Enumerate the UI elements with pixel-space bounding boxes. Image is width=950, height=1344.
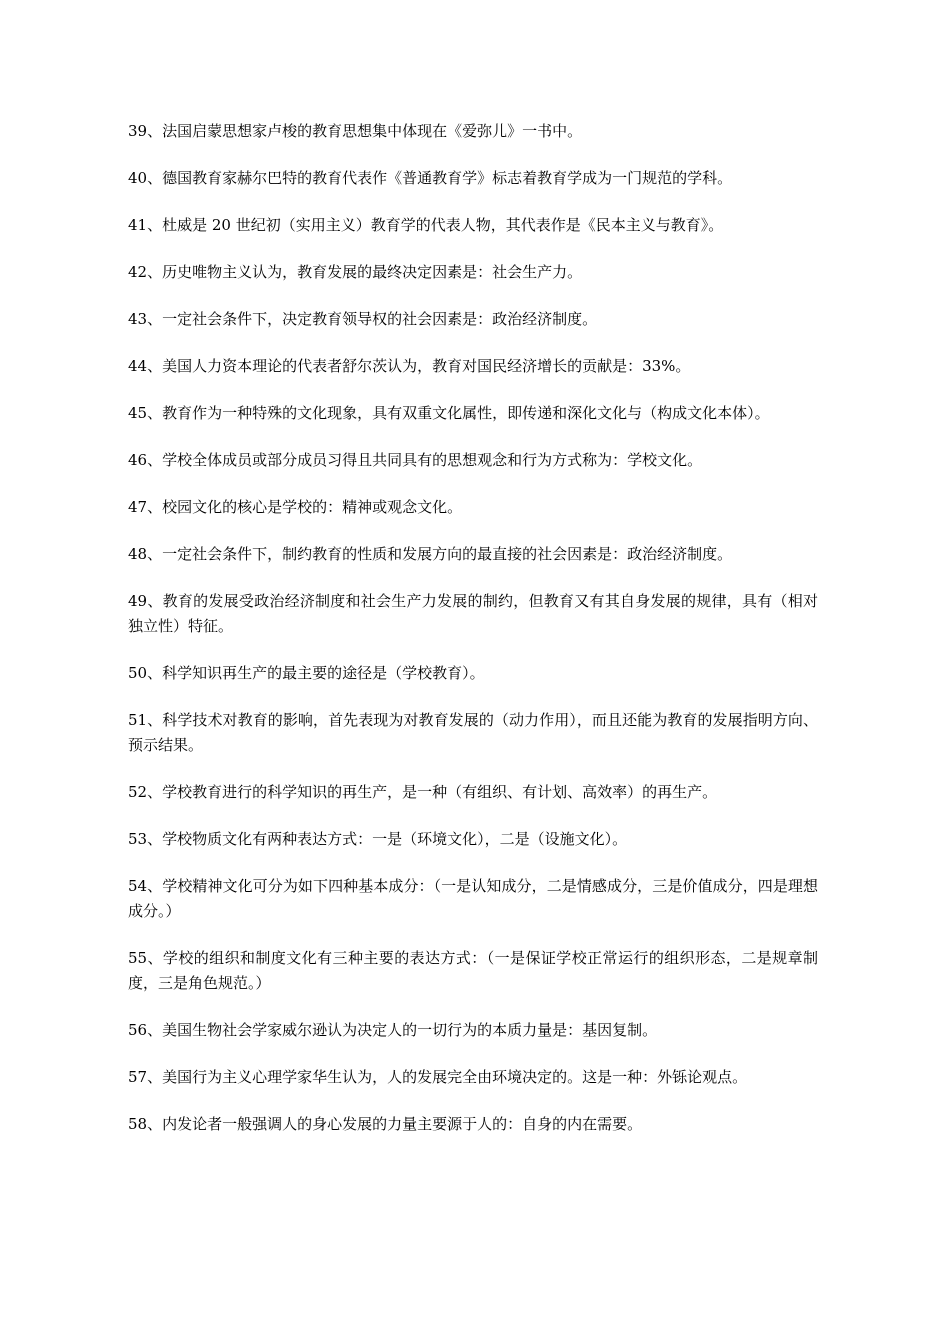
list-item: 51、科学技术对教育的影响，首先表现为对教育发展的（动力作用），而且还能为教育的发展指明方向、预示结果。 bbox=[128, 711, 818, 754]
list-item: 43、一定社会条件下，决定教育领导权的社会因素是：政治经济制度。 bbox=[128, 310, 598, 328]
list-item: 56、美国生物社会学家威尔逊认为决定人的一切行为的本质力量是：基因复制。 bbox=[128, 1021, 658, 1039]
list-item: 48、一定社会条件下，制约教育的性质和发展方向的最直接的社会因素是：政治经济制度。 bbox=[128, 545, 733, 563]
list-item: 42、历史唯物主义认为，教育发展的最终决定因素是：社会生产力。 bbox=[128, 263, 583, 281]
list-item: 57、美国行为主义心理学家华生认为，人的发展完全由环境决定的。这是一种：外铄论观点。 bbox=[128, 1068, 748, 1086]
list-item: 47、校园文化的核心是学校的：精神或观念文化。 bbox=[128, 498, 463, 516]
list-item: 39、法国启蒙思想家卢梭的教育思想集中体现在《爱弥儿》一书中。 bbox=[128, 122, 583, 140]
list-item: 44、美国人力资本理论的代表者舒尔茨认为，教育对国民经济增长的贡献是：33%。 bbox=[128, 357, 691, 375]
list-item: 55、学校的组织和制度文化有三种主要的表达方式：（一是保证学校正常运行的组织形态，二是规章制度，三是角色规范。） bbox=[128, 949, 818, 992]
list-item: 40、德国教育家赫尔巴特的教育代表作《普通教育学》标志着教育学成为一门规范的学科。 bbox=[128, 169, 733, 187]
list-item: 50、科学知识再生产的最主要的途径是（学校教育）。 bbox=[128, 664, 485, 682]
list-item: 52、学校教育进行的科学知识的再生产，是一种（有组织、有计划、高效率）的再生产。 bbox=[128, 783, 718, 801]
list-item: 45、教育作为一种特殊的文化现象，具有双重文化属性，即传递和深化文化与（构成文化本体）。 bbox=[128, 404, 770, 422]
list-item: 54、学校精神文化可分为如下四种基本成分：（一是认知成分，二是情感成分，三是价值成分，四是理想成分。） bbox=[128, 877, 818, 920]
list-item: 41、杜威是 20 世纪初（实用主义）教育学的代表人物，其代表作是《民本主义与教育》。 bbox=[128, 216, 724, 234]
list-item: 49、教育的发展受政治经济制度和社会生产力发展的制约，但教育又有其自身发展的规律，具有（相对独立性）特征。 bbox=[128, 592, 818, 635]
document-page bbox=[128, 119, 818, 1159]
list-item: 53、学校物质文化有两种表达方式：一是（环境文化），二是（设施文化）。 bbox=[128, 830, 628, 848]
list-item: 58、内发论者一般强调人的身心发展的力量主要源于人的：自身的内在需要。 bbox=[128, 1115, 643, 1133]
list-item: 46、学校全体成员或部分成员习得且共同具有的思想观念和行为方式称为：学校文化。 bbox=[128, 451, 703, 469]
